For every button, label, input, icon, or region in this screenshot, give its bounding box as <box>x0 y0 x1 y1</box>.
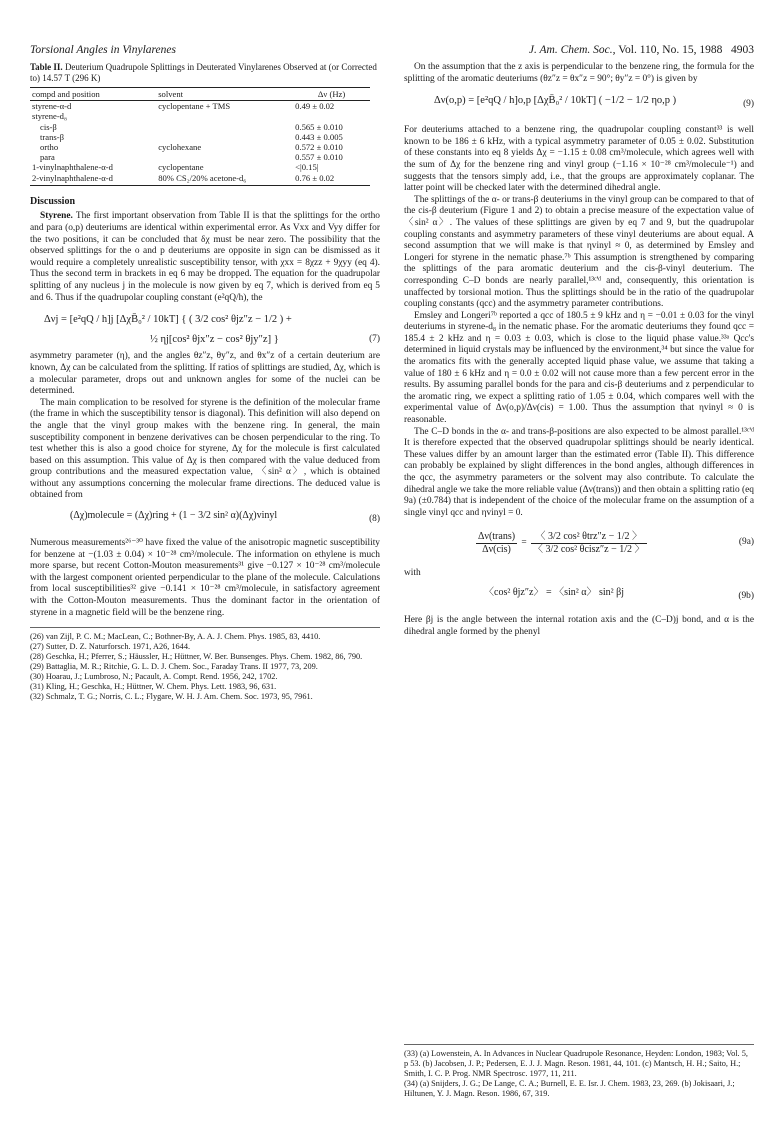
paragraph-lead: Styrene. <box>40 211 73 222</box>
table-cell: 0.572 ± 0.010 <box>295 142 343 153</box>
equation-number: (8) <box>369 514 380 525</box>
table-cell: para <box>40 152 55 163</box>
page-number: 4903 <box>731 44 754 56</box>
table-cell: 2-vinylnaphthalene-α-d <box>30 173 156 186</box>
equation-7 <box>30 314 380 345</box>
equation-number: (7) <box>369 333 380 344</box>
paragraph: On the assumption that the z axis is perpendicular to the benzene ring, the formula for the splitting of the aromatic deuteriums (θz″z = θx″z = 90°; θy″z = 0°) is given by <box>404 62 754 84</box>
reference-item: (31) Kling, H.; Geschka, H.; Hüttner, W. Chem. Phys. Lett. 1983, 96, 631. <box>30 681 277 691</box>
col-header: solvent <box>156 88 293 101</box>
table-cell: styrene-d₈ <box>32 111 67 122</box>
col-header: Δν (Hz) <box>293 88 370 101</box>
equation-fraction <box>531 531 646 555</box>
equation-number: (9) <box>743 99 754 110</box>
table-cell: 0.557 ± 0.010 <box>295 152 343 163</box>
left-column <box>30 62 380 702</box>
paragraph <box>30 211 380 304</box>
journal-header <box>529 44 754 56</box>
equation-line: Δνj = [e²qQ / h]j [ΔχB̄₀² / 10kT] { ( 3/2 cos² θjz″z − 1/2 ) + <box>44 314 292 326</box>
data-table <box>30 87 370 186</box>
table-caption-text: Deuterium Quadrupole Splittings in Deuterated Vinylarenes Observed at (or Corrected to) 14.57 T (296 K) <box>30 62 377 83</box>
table-caption <box>30 62 380 84</box>
paragraph: For deuteriums attached to a benzene ring, the quadrupolar coupling constant³³ is well known to be 186 ± 6 kHz, with a typical asymmetry parameter of 0.05 ± 0.02. Substitution of these constants into eq 8 yields Δχ = −1.15 ± 0.08 cm³/molecule, which agrees well with the sum of Δχ for the benzene ring and vinyl group (−1.16 × 10⁻²⁸ cm³/molecule⁻¹) and suggests that the tensors simply add, i.e., that the groups are approximately coplanar. The latter point will be checked later with the determined dihedral angle. <box>404 125 754 194</box>
table-cell: cyclohexane <box>158 142 202 153</box>
paragraph: Here βj is the angle between the internal rotation axis and the (C–D)j bond, and α is the dihedral angle formed by the phenyl <box>404 615 754 637</box>
fraction-denominator: 〈 3/2 cos² θcisz″z − 1/2 〉 <box>533 543 645 555</box>
running-title: Torsional Angles in Vinylarenes <box>30 44 176 56</box>
table-row <box>30 101 370 112</box>
table-cell: styrene-α-d <box>32 101 72 112</box>
reference-item: (33) (a) Lowenstein, A. In Advances in Nuclear Quadrupole Resonance, Heyden: London, 1983; Vol. 5, p 53. (b) Jacobsen, J. P.; Pedersen, E. J. J. Magn. Reson. 1981, 44, 101. (c) Mantsch, H. H.; Saito, H.; Smith, I. C. P. Prog. NMR Spectrosc. 1977, 11, 211. <box>404 1049 748 1078</box>
table-row <box>30 173 370 186</box>
equation-line: (Δχ)molecule = (Δχ)ring + (1 − 3/2 sin² α)(Δχ)vinyl <box>70 510 278 522</box>
equation-fraction <box>476 531 517 555</box>
table-cell: 0.76 ± 0.02 <box>293 173 370 186</box>
equation-line: 〈cos² θjz″z〉 = 〈sin² α〉 sin² βj <box>484 587 625 599</box>
paragraph: Emsley and Longeri⁷ᵇ reported a qcc of 180.5 ± 9 kHz and η = −0.01 ± 0.03 for the vinyl deuteriums in styrene-d₈ in the nematic phase. For the aromatic deuteriums they found qcc = 185.4 ± 2 kHz and η = 0.03 ± 0.03, which is close to the liquid phase value.³³ᵃ Qcc's determined in liquid crystals may be influenced by the environment,³⁴ but since the value for the aromatics fits with the generally accepted liquid phase value, we assume that taking a value of 180 ± 6 kHz and η = 0.0 ± 0.02 will not cause more than a few percent error in the results. By assuming parallel bonds for the para and cis-β deuteriums and z perpendicular to the aromatic ring, we expect a splitting ratio of 1.05 ± 0.04, which compares well with the experimental value of Δν(o,p)/Δν(cis) = 1.00. Thus the assumption that ηvinyl ≈ 0 is reasonable. <box>404 310 754 426</box>
reference-item: (30) Hoarau, J.; Lumbroso, N.; Pacault, A. Compt. Rend. 1956, 242, 1702. <box>30 671 278 681</box>
fraction-denominator: Δν(cis) <box>482 543 511 555</box>
paragraph: The main complication to be resolved for styrene is the definition of the molecular frame (the frame in which the susceptibility tensor is diagonal). This definition will also depend on the angle that the vinyl group makes with the benzene ring. In general, the main susceptibility component in benzene derivatives can be chosen perpendicular to the ring. To test whether this is also a good choice for styrene, Δχ for the molecule is first calculated based on this assumption. This value of Δχ is then compared with the value deduced from group contributions and the measured expectation value, 〈sin² α〉, which is obtained without any assumptions concerning the molecular frame directions. The deduced value is obtained from <box>30 397 380 501</box>
table-cell: cyclopentane <box>158 162 204 173</box>
table-cell <box>156 111 293 121</box>
table-header-row <box>30 88 370 101</box>
table-row <box>30 122 370 132</box>
reference-item: (34) (a) Snijders, J. G.; De Lange, C. A.; Burnell, E. E. Isr. J. Chem. 1983, 23, 269. (b) Jokisaari, J.; Hiltunen, Y. J. Magn. Reson. 1986, 67, 319. <box>404 1078 735 1098</box>
paragraph: Numerous measurements²⁶⁻³⁰ have fixed the value of the anisotropic magnetic susceptibility for benzene at −(1.03 ± 0.04) × 10⁻²⁸ cm³/molecule. The information on ethylene is much more sparse, but recent Cotton-Mouton measurements³¹ give −0.127 × 10⁻²⁸ cm³/molecule with the largest component oriented perpendicular to the plane of the molecule. Calculations from local susceptibilities³² give −0.141 × 10⁻²⁸ cm³/molecule, in satisfactory agreement with the Cotton-Mouton measurements. Thus the dominant factor in the orientation of styrene in a magnetic field will be the benzene ring. <box>30 538 380 618</box>
equation-8 <box>30 510 380 530</box>
table-cell: 0.443 ± 0.005 <box>295 131 343 142</box>
equation-line: Δν(o,p) = [e²qQ / h]o,p [ΔχB̄₀² / 10kT] ( −1/2 − 1/2 ηo,p ) <box>434 95 677 107</box>
equation-9a <box>404 531 754 555</box>
reference-item: (28) Geschka, H.; Pferrer, S.; Häussler, H.; Hüttner, W. Ber. Bunsenges. Phys. Chem. 1982, 86, 790. <box>30 652 363 662</box>
table-row <box>30 152 370 162</box>
paragraph: asymmetry parameter (η), and the angles θz″z, θy″z, and θx″z of a certain deuterium are known, Δχ can be calculated from the splitting. If ratios of splittings are studied, Δχ, which is a molecular parameter, drops out and unknown angles for some of the nuclei can be determined. <box>30 351 380 397</box>
table-row <box>30 162 370 172</box>
equation-body <box>404 531 754 555</box>
table-row <box>30 111 370 121</box>
table-cell <box>293 111 370 121</box>
table-cell: ortho <box>40 142 59 153</box>
reference-item: (26) van Zijl, P. C. M.; MacLean, C.; Bothner-By, A. A. J. Chem. Phys. 1985, 83, 4410. <box>30 632 321 642</box>
equation-9 <box>404 95 754 115</box>
reference-item: (29) Battaglia, M. R.; Ritchie, G. L. D. J. Chem. Soc., Faraday Trans. II 1977, 73, 209. <box>30 661 318 671</box>
equation-number: (9a) <box>738 537 754 548</box>
table-cell <box>156 152 293 162</box>
fraction-numerator: 〈 3/2 cos² θtrz″z − 1/2 〉 <box>531 531 646 544</box>
paragraph: The C–D bonds in the α- and trans-β-positions are also expected to be almost parallel.¹³ᶜ'ᵈ It is therefore expected that the observed quadrupolar splittings should be nearly identical. These values differ by an amount larger than the estimated error (Table II). This difference can probably be explained by slight differences in the bond angles, although differences in the qcc, the asymmetry parameters or the solvent may also contribute. To calculate the dihedral angle we take the more reliable value (Δν(trans)) and then obtain a splitting ratio (eq 9a) (±0.784) that is independent of the choice of the molecular frame on the assumption of a single vinyl qcc and ηvinyl = 0. <box>404 426 754 518</box>
table-cell: cis-β <box>40 121 57 132</box>
equals-sign: = <box>521 537 527 548</box>
table-label: Table II. <box>30 62 63 72</box>
table-cell <box>156 122 293 132</box>
reference-item: (27) Sutter, D. Z. Naturforsch. 1971, A26, 1644. <box>30 642 191 652</box>
table-row <box>30 142 370 152</box>
table-cell <box>156 132 293 142</box>
paragraph: The splittings of the α- or trans-β deuteriums in the vinyl group can be compared to that of the cis-β deuterium (Figure 1 and 2) to obtain a precise measure of the expectation value of 〈sin² α〉. The values of these splittings are given by eq 7 and 9, but the quadrupolar coupling constants and asymmetry parameters of these vinyl deuteriums are about equal. A second assumption that we will make is that ηvinyl ≈ 0, as determined by Emsley and Longeri for styrene in the nematic phase.⁷ᵇ This assumption is strengthened by comparing the splittings of the para aromatic deuterium and the cis-β-vinyl deuterium. The corresponding C–D bonds are nearly parallel,¹³ᶜ'ᵈ and, consequently, this orientation is unaffected by torsional motion. Thus the splittings should be in the ratio of the quadrupolar coupling constants (qcc) and the asymmetry parameter contributions. <box>404 194 754 310</box>
table-cell: 0.49 ± 0.02 <box>295 101 335 112</box>
paragraph-text: The first important observation from Table II is that the splittings for the ortho and para (o,p) deuteriums are identical within experimental error. As Vxx and Vyy differ for the two positions, it can be concluded that δχ must be near zero. The possibility that the observed splittings for the o and p deuteriums are opposite in sign can be dismissed as it would require a completely unrealistic susceptibility tensor, with χxx = 8χzz + 9χyy (eq 4). Thus the second term in brackets in eq 6 may be dropped. The equation for the quadrupolar splitting of any nucleus j in the molecule is now given by eq 7, which is derived from eq 5 and 6. Thus if the quadrupolar coupling constant (e²qQ/h), the <box>30 211 380 303</box>
equation-line: ½ ηj[cos² θjx″z − cos² θjy″z] } <box>150 333 279 345</box>
references-left <box>30 627 380 701</box>
table-cell: <|0.15| <box>295 162 319 173</box>
table-row <box>30 132 370 142</box>
journal-name: J. Am. Chem. Soc., <box>528 44 616 56</box>
table-cell: 1-vinylnaphthalene-α-d <box>32 162 113 173</box>
table-cell: cyclopentane + TMS <box>158 101 231 112</box>
table-cell: trans-β <box>40 131 64 142</box>
volume-info: Vol. 110, No. 15, 1988 <box>618 44 723 56</box>
equation-9b <box>404 587 754 607</box>
paragraph: with <box>404 567 421 578</box>
reference-item: (32) Schmalz, T. G.; Norris, C. L.; Flygare, W. H. J. Am. Chem. Soc. 1973, 95, 7961. <box>30 691 313 701</box>
right-column <box>404 62 754 638</box>
fraction-numerator: Δν(trans) <box>478 531 516 543</box>
table-cell: 0.565 ± 0.010 <box>295 121 343 132</box>
table-cell: 80% CS₂/20% acetone-d₆ <box>156 173 293 186</box>
equation-number: (9b) <box>738 591 754 602</box>
section-heading: Discussion <box>30 195 76 207</box>
col-header: compd and position <box>30 88 156 101</box>
references-right <box>404 1044 754 1099</box>
